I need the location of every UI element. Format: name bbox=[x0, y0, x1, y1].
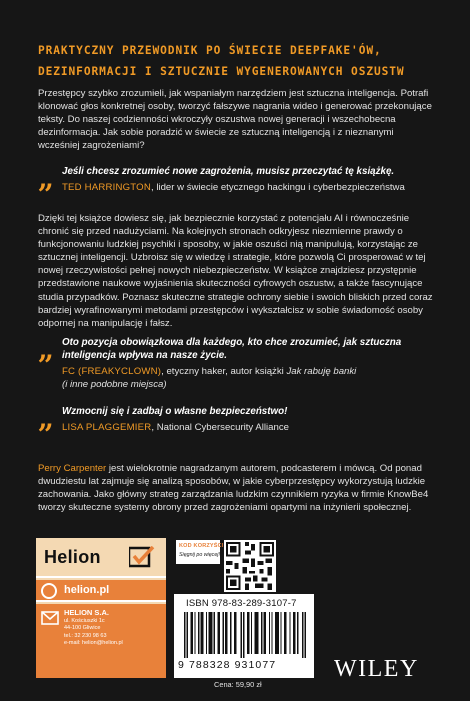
barcode-digits: 9 788328 931077 bbox=[178, 659, 277, 671]
helion-publisher-block bbox=[36, 538, 166, 678]
helion-logo: Helion bbox=[44, 547, 101, 567]
quote-2-text: Oto pozycja obowiązkowa dla każdego, kto chce zrozumieć, jak sztuczna inteligencja wpływa na nasze życie. bbox=[62, 337, 402, 362]
helion-logo-area bbox=[36, 538, 166, 578]
author-bio bbox=[38, 462, 436, 514]
quote-2-attribution bbox=[62, 365, 452, 391]
quote-2-author: FC (FREAKYCLOWN) bbox=[62, 366, 162, 378]
benefit-code-badge bbox=[176, 540, 224, 564]
quote-3-attribution bbox=[62, 421, 452, 434]
quote-1-author: TED HARRINGTON bbox=[62, 182, 151, 194]
qr-code-icon[interactable] bbox=[224, 540, 276, 592]
quote-3-author: LISA PLAGGEMIER bbox=[62, 422, 152, 434]
intro-paragraph: Przestępcy szybko zrozumieli, jak wspaniałym narzędziem jest sztuczna inteligencja. Potrafi klonować głos konkretnej osoby, tworzyć fałszywe nagrania wideo i generować przekonujące teksty. Do naszej codzienności wkroczyły oszustwa nowej generacji i wszechobecna dezinformacja. Jak sobie poradzić w świecie ze sztuczną inteligencją i z nieznanymi wcześniej zagrożeniami? bbox=[38, 88, 432, 152]
helion-web-row[interactable] bbox=[36, 580, 166, 602]
helion-address-line: tel.: 32 230 98 63 bbox=[64, 632, 107, 639]
quote-2-book: Jak rabuję banki bbox=[286, 366, 357, 378]
quote-1-role: , lider w świecie etycznego hackingu i cyberbezpieczeństwa bbox=[150, 182, 405, 194]
wiley-logo: WILEY bbox=[334, 656, 419, 682]
isbn-number: ISBN 978-83-289-3107-7 bbox=[186, 598, 297, 609]
helion-address-line: 44-100 Gliwice bbox=[64, 625, 101, 632]
helion-address-line: ul. Kościuszki 1c bbox=[64, 618, 105, 624]
quote-mark-icon: „ bbox=[38, 162, 55, 195]
helion-website[interactable]: helion.pl bbox=[64, 584, 110, 596]
quote-2-role: , etyczny haker, autor książki bbox=[161, 366, 287, 378]
headline-line-2: DEZINFORMACJI I SZTUCZNIE WYGENEROWANYCH OSZUSTW bbox=[38, 65, 405, 78]
helion-checkmark-icon bbox=[129, 546, 155, 568]
price: Cena: 59,90 zł bbox=[214, 680, 262, 689]
globe-icon bbox=[41, 583, 57, 599]
helion-address bbox=[64, 608, 123, 648]
quote-mark-icon: „ bbox=[38, 333, 55, 366]
quote-3-text: Wzmocnij się i zadbaj o własne bezpieczeństwo! bbox=[62, 406, 288, 417]
author-name: Perry Carpenter bbox=[38, 463, 107, 474]
barcode-icon bbox=[184, 612, 306, 658]
benefit-code-title: KOD KORZYŚCI bbox=[179, 543, 224, 549]
quote-1-attribution bbox=[62, 181, 452, 194]
body-paragraph: Dzięki tej książce dowiesz się, jak bezpiecznie korzystać z potencjału AI i równocześnie chronić się przed nadużyciami. Na kolejnych stronach odkryjesz niezmienne prawdy o funkcjonowaniu ludzkiej psychiki i sposoby, w jakie oszuści nią manipulują, korzystając ze sztucznej inteligencji. Uzbroisz się w wiedzę i strategie, które pozwolą Ci prosperować w tej nowej rzeczywistości pełnej nowych niebezpieczeństw. W książce znajdziesz przystępnie przedstawione naukowe wyjaśnienia skuteczności cyfrowych oszustw, a także fascynujące studia przypadków. Poznasz skuteczne strategie ochrony siebie i swoich bliskich przed coraz bardziej wyrafinowanymi metodami przestępców i wykształcisz w sobie świadomość osoby odpornej na manipulację i fałsz. bbox=[38, 213, 433, 329]
envelope-icon bbox=[41, 610, 59, 626]
helion-address-line: e-mail: helion@helion.pl bbox=[64, 640, 123, 647]
helion-address-row bbox=[36, 604, 166, 678]
author-bio-text: jest wielokrotnie nagradzanym autorem, podcasterem i mówcą. Od ponad dwudziestu lat zajmuje się analizą sposobów, w jakie cyberprzestępcy wykorzystują ludzkie zachowania. Jako główny strateg zarządzania ludzkim czynnikiem ryzyka w firmie KnowBe4 tworzy skuteczne systemy obrony przed zagrożeniami opartymi na inżynierii społecznej. bbox=[38, 463, 429, 514]
quote-mark-icon: „ bbox=[38, 402, 55, 435]
helion-company: HELION S.A. bbox=[64, 608, 110, 617]
headline bbox=[38, 40, 438, 82]
headline-line-1: PRAKTYCZNY PRZEWODNIK PO ŚWIECIE DEEPFAKE'ÓW, bbox=[38, 44, 382, 57]
quote-2-book-subtitle: (i inne podobne miejsca) bbox=[62, 379, 167, 391]
quote-3-role: , National Cybersecurity Alliance bbox=[151, 422, 289, 434]
quote-1-text: Jeśli chcesz zrozumieć nowe zagrożenia, musisz przeczytać tę książkę. bbox=[62, 166, 395, 177]
isbn-barcode bbox=[174, 594, 314, 678]
benefit-code-subtitle: Sięgnij po więcej! bbox=[179, 552, 220, 558]
